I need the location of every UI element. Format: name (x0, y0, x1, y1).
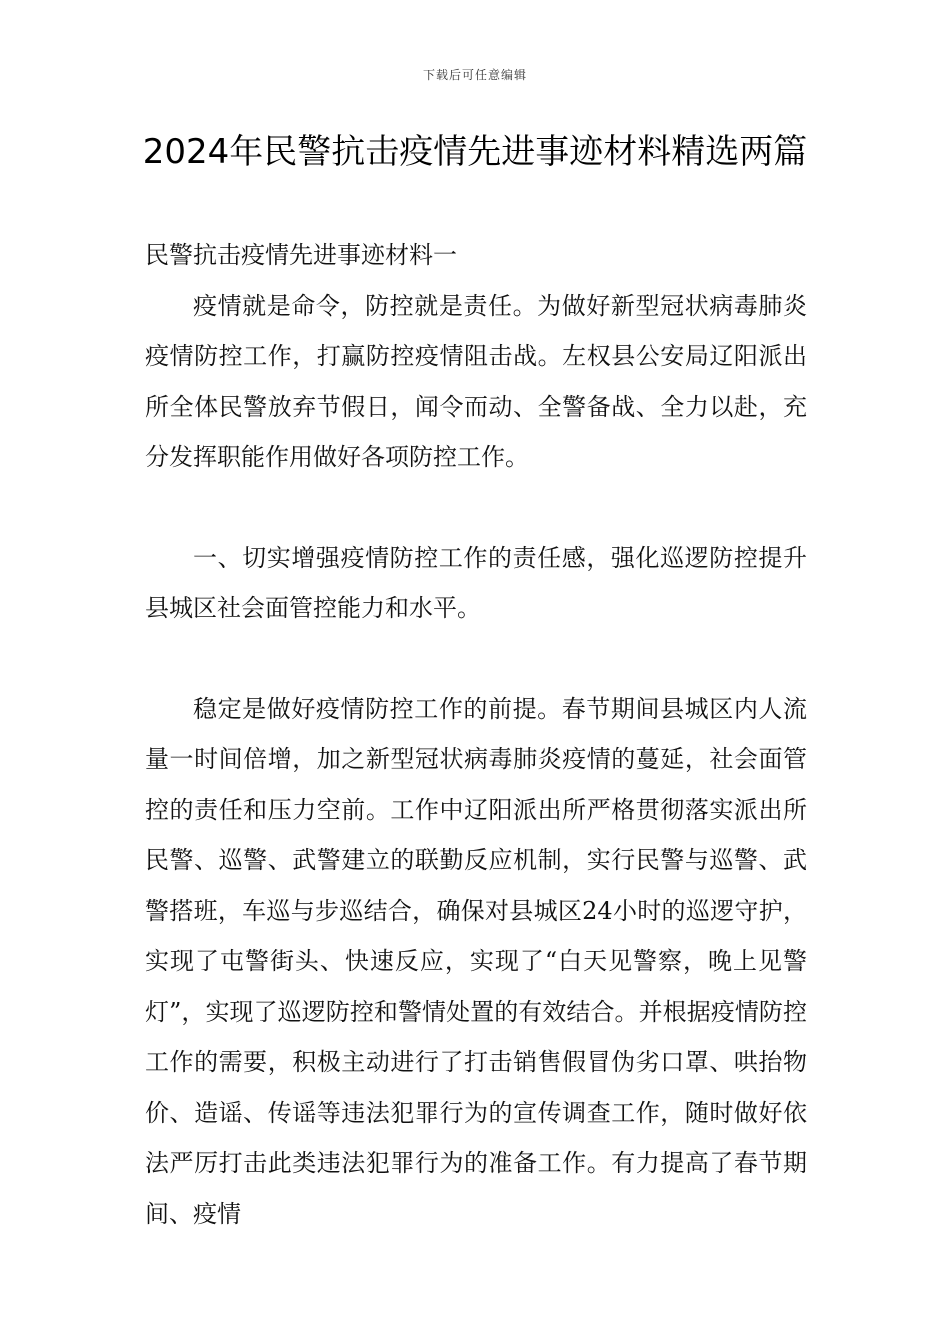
document-body (145, 230, 807, 1239)
header-note: 下载后可任意编辑 (422, 68, 527, 82)
paragraph-point-one: 一、切实增强疫情防控工作的责任感，强化巡逻防控提升县城区社会面管控能力和水平。 (145, 543, 807, 622)
paragraph-spacer (145, 483, 807, 533)
paragraph-stability: 稳定是做好疫情防控工作的前提。春节期间县城区内人流量一时间倍增，加之新型冠状病毒肺炎疫情的蔓延，社会面管控的责任和压力空前。工作中辽阳派出所严格贯彻落实派出所民警、巡警、武警建立的联勤反应机制，实行民警与巡警、武警搭班，车巡与步巡结合，确保对县城区24小时的巡逻守护，实现了屯警街头、快速反应，实现了“白天见警察，晚上见警灯”，实现了巡逻防控和警情处置的有效结合。并根据疫情防控工作的需要，积极主动进行了打击销售假冒伪劣口罩、哄抬物价、造谣、传谣等违法犯罪行为的宣传调查工作，随时做好依法严厉打击此类违法犯罪行为的准备工作。有力提高了春节期间、疫情 (145, 694, 807, 1228)
section-heading: 民警抗击疫情先进事迹材料一 (145, 241, 457, 269)
paragraph-spacer (145, 634, 807, 684)
document-title: 2024年民警抗击疫情先进事迹材料精选两篇 (142, 132, 808, 172)
paragraph-intro: 疫情就是命令，防控就是责任。为做好新型冠状病毒肺炎疫情防控工作，打赢防控疫情阻击战。左权县公安局辽阳派出所全体民警放弃节假日，闻令而动、全警备战、全力以赴，充分发挥职能作用做好各项防控工作。 (145, 291, 807, 471)
